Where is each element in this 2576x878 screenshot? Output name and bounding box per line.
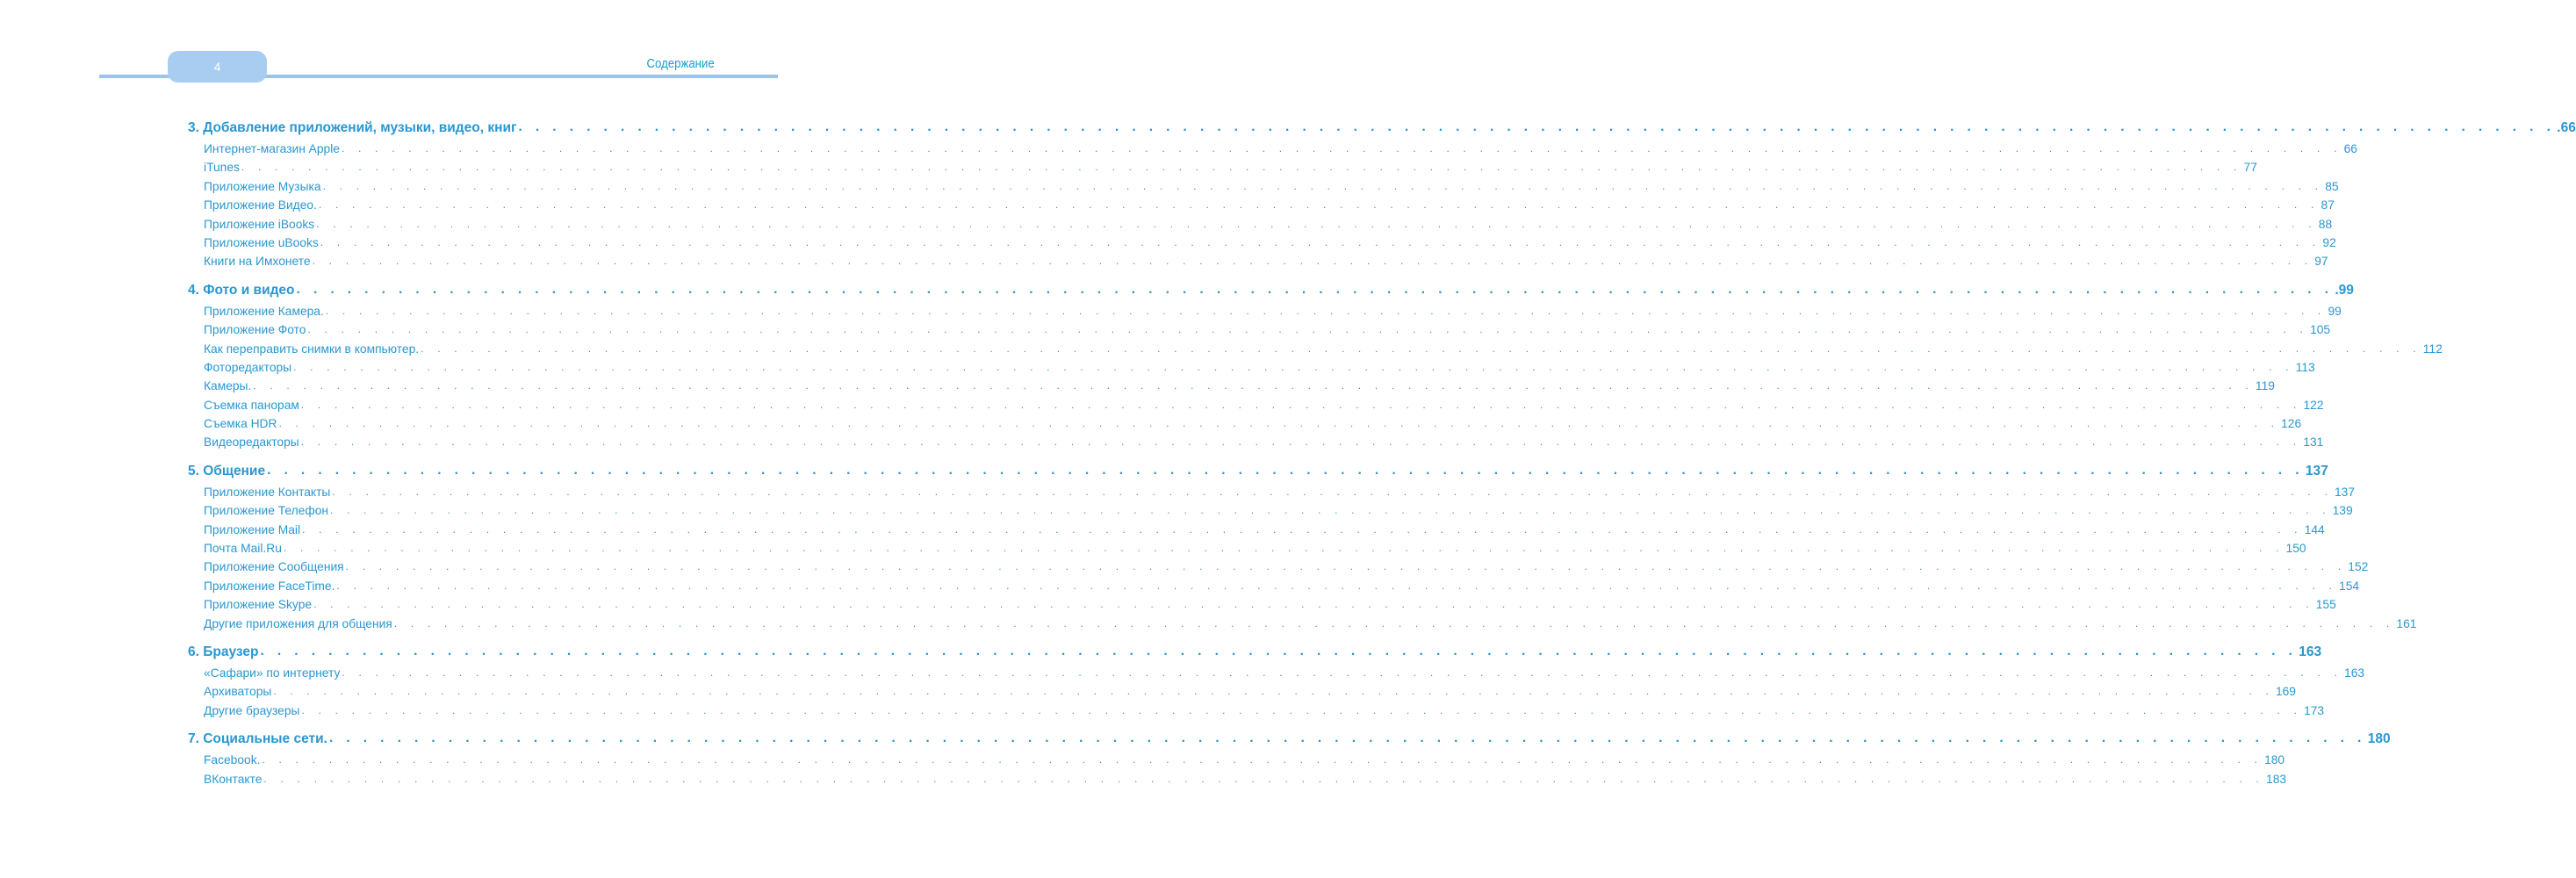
item-title: ВКонтакте (204, 770, 262, 788)
chapter-title: 4. Фото и видео (188, 279, 295, 302)
dot-leader: . . . . . . . . . . . . . . . . . . . . . . . . . . . . . . . . . . . . . . . . . . . . . . . . . . . . . . . . . . . . . . . . . . . . . . . . . . . . . . . . . . . . . . . . . . . . . . . . . . . . . . . . . . . . . . . . . . . . . . . . (322, 179, 2324, 192)
item-title: Видеоредакторы (204, 433, 299, 451)
dot-leader: . . . . . . . . . . . . . . . . . . . . . . . . . . . . . . . . . . . . . . . . . . . . . . . . . . . . . . . . . . . . . . . . . . . . . . . . . . . . . . . . . . . . . . . . . . . . . . . . . . . . . . . . . . . . . . . . . . . . . . . . (330, 504, 2331, 517)
chapter-page-number: 163 (2299, 641, 2321, 664)
item-page-number: 180 (2264, 751, 2285, 769)
item-title: Приложение FaceTime. (204, 577, 335, 595)
item-page-number: 97 (2314, 252, 2328, 270)
dot-leader: . . . . . . . . . . . . . . . . . . . . . . . . . . . . . . . . . . . . . . . . . . . . . . . . . . . . . . . . . . . . . . . . . . . . . . . . . . . . . . . . . . . . . . . . . . . . . . . . . . . . . . . . . . . . . . . . . . . . . . . . (342, 666, 2343, 679)
page-number: 4 (213, 60, 221, 74)
dot-leader: . . . . . . . . . . . . . . . . . . . . . . . . . . . . . . . . . . . . . . . . . . . . . . . . . . . . . . . . . . . . . . . . . . . . . . . . . . . . . . . . . . . . . . . . . . . . . . . . . . . . . . . . . . . . . . . . . . . . . . . . (307, 323, 2309, 336)
toc-chapter-heading[interactable] (188, 460, 2328, 483)
dot-leader: . . . . . . . . . . . . . . . . . . . . . . . . . . . . . . . . . . . . . . . . . . . . . . . . . . . . . . . . . . . . . . . . . . . . . . . . . . . . . . . . . . . . . . . . . . . . . . . . . . . . . . . . . . . . . . . . . . . . . . . . (253, 379, 2254, 392)
item-title: Камеры. (204, 377, 251, 395)
item-page-number: 88 (2319, 215, 2332, 234)
item-page-number: 183 (2266, 770, 2286, 788)
toc-item[interactable] (188, 501, 2353, 520)
dot-leader: . . . . . . . . . . . . . . . . . . . . . . . . . . . . . . . . . . . . . . . . . . . . . . . . . . . . . . . . . . . . . . . . . . . . . . . . . . . . . . . . . . . . . . . . . . . . . . . . . . . . . . . . . . . . . . . . . . . . . . . . (345, 560, 2347, 573)
dot-leader: . . . . . . . . . . . . . . . . . . . . . . . . . . . . . . . . . . . . . . . . . . . . . . . . . . . . . . . . . . . . . . . . . . . . . . . . . . . . . . . . . . . . . . . . . . . . . . . . . . . . . . . . . . . . . . . . . . . . . . . . (328, 730, 2366, 746)
toc-item[interactable] (188, 140, 2357, 158)
toc-chapter-heading[interactable] (188, 117, 2576, 140)
item-title: Facebook. (204, 751, 260, 769)
item-title: Съемка панорам (204, 396, 299, 414)
item-page-number: 131 (2303, 433, 2323, 451)
item-title: Приложение Mail (204, 521, 300, 539)
item-title: Почта Mail.Ru (204, 539, 282, 558)
toc-item[interactable] (188, 340, 2443, 358)
item-page-number: 126 (2281, 414, 2301, 433)
toc-item[interactable] (188, 302, 2342, 320)
item-page-number: 144 (2305, 521, 2325, 539)
dot-leader: . . . . . . . . . . . . . . . . . . . . . . . . . . . . . . . . . . . . . . . . . . . . . . . . . . . . . . . . . . . . . . . . . . . . . . . . . . . . . . . . . . . . . . . . . . . . . . . . . . . . . . . . . . . . . . . . . . . . . . . . (293, 360, 2294, 373)
item-title: Приложение Skype (204, 595, 312, 614)
item-page-number: 122 (2303, 396, 2323, 414)
dot-leader: . . . . . . . . . . . . . . . . . . . . . . . . . . . . . . . . . . . . . . . . . . . . . . . . . . . . . . . . . . . . . . . . . . . . . . . . . . . . . . . . . . . . . . . . . . . . . . . . . . . . . . . . . . . . . . . . . . . . . . . . (393, 616, 2395, 630)
dot-leader: . . . . . . . . . . . . . . . . . . . . . . . . . . . . . . . . . . . . . . . . . . . . . . . . . . . . . . . . . . . . . . . . . . . . . . . . . . . . . . . . . . . . . . . . . . . . . . . . . . . . . . . . . . . . . . . . . . . . . . . . (296, 281, 2334, 297)
toc-item[interactable] (188, 615, 2417, 633)
chapter-title: 7. Социальные сети. (188, 728, 327, 751)
toc-chapter-heading[interactable] (188, 641, 2322, 664)
toc-chapter (188, 279, 2443, 452)
section-title: Содержание (646, 56, 715, 71)
toc-item[interactable] (188, 664, 2365, 682)
item-page-number: 87 (2321, 196, 2335, 214)
item-title: Съемка HDR (204, 414, 277, 433)
dot-leader: . . . . . . . . . . . . . . . . . . . . . . . . . . . . . . . . . . . . . . . . . . . . . . . . . . . . . . . . . . . . . . . . . . . . . . . . . . . . . . . . . . . . . . . . . . . . . . . . . . . . . . . . . . . . . . . . . . . . . . . . (283, 542, 2285, 555)
item-page-number: 173 (2304, 702, 2324, 720)
toc-item[interactable] (188, 320, 2331, 339)
dot-leader: . . . . . . . . . . . . . . . . . . . . . . . . . . . . . . . . . . . . . . . . . . . . . . . . . . . . . . . . . . . . . . . . . . . . . . . . . . . . . . . . . . . . . . . . . . . . . . . . . . . . . . . . . . . . . . . . . . . . . . . . (313, 598, 2314, 611)
toc-chapter (188, 641, 2365, 720)
toc-item[interactable] (188, 521, 2325, 539)
toc-chapter-heading[interactable] (188, 728, 2391, 751)
chapter-page-number: .99 (2335, 279, 2354, 302)
toc-item[interactable] (188, 702, 2325, 720)
toc-item[interactable] (188, 770, 2287, 788)
toc-item[interactable] (188, 234, 2336, 252)
dot-leader: . . . . . . . . . . . . . . . . . . . . . . . . . . . . . . . . . . . . . . . . . . . . . . . . . . . . . . . . . . . . . . . . . . . . . . . . . . . . . . . . . . . . . . . . . . . . . . . . . . . . . . . . . . . . . . . . . . . . . . . . (267, 462, 2304, 478)
toc-chapter-heading[interactable] (188, 279, 2354, 302)
item-page-number: 105 (2310, 320, 2330, 339)
item-page-number: 163 (2344, 664, 2364, 682)
dot-leader: . . . . . . . . . . . . . . . . . . . . . . . . . . . . . . . . . . . . . . . . . . . . . . . . . . . . . . . . . . . . . . . . . . . . . . . . . . . . . . . . . . . . . . . . . . . . . . . . . . . . . . . . . . . . . . . . . . . . . . . . (341, 142, 2342, 155)
toc-item[interactable] (188, 577, 2360, 595)
toc-item[interactable] (188, 158, 2257, 176)
chapter-page-number: 180 (2368, 728, 2391, 751)
toc-item[interactable] (188, 177, 2339, 196)
item-page-number: 137 (2335, 483, 2355, 501)
toc-item[interactable] (188, 558, 2369, 576)
page-number-tab (168, 51, 267, 83)
item-page-number: 92 (2322, 234, 2335, 252)
dot-leader: . . . . . . . . . . . . . . . . . . . . . . . . . . . . . . . . . . . . . . . . . . . . . . . . . . . . . . . . . . . . . . . . . . . . . . . . . . . . . . . . . . . . . . . . . . . . . . . . . . . . . . . . . . . . . . . . . . . . . . . . (300, 398, 2302, 411)
dot-leader: . . . . . . . . . . . . . . . . . . . . . . . . . . . . . . . . . . . . . . . . . . . . . . . . . . . . . . . . . . . . . . . . . . . . . . . . . . . . . . . . . . . . . . . . . . . . . . . . . . . . . . . . . . . . . . . . . . . . . . . . (316, 217, 2317, 230)
item-title: Приложение Контакты (204, 483, 330, 501)
toc-item[interactable] (188, 433, 2324, 451)
chapter-page-number: .66 (2557, 117, 2576, 140)
dot-leader: . . . . . . . . . . . . . . . . . . . . . . . . . . . . . . . . . . . . . . . . . . . . . . . . . . . . . . . . . . . . . . . . . . . . . . . . . . . . . . . . . . . . . . . . . . . . . . . . . . . . . . . . . . . . . . . . . . . . . . . . (302, 522, 2303, 536)
item-page-number: 119 (2256, 377, 2275, 395)
item-title: Фоторедакторы (204, 358, 291, 377)
item-title: Приложение uBooks (204, 234, 319, 252)
item-title: Приложение Телефон (204, 501, 328, 520)
item-title: Как переправить снимки в компьютер. (204, 340, 419, 358)
toc-chapter (188, 728, 2391, 788)
dot-leader: . . . . . . . . . . . . . . . . . . . . . . . . . . . . . . . . . . . . . . . . . . . . . . . . . . . . . . . . . . . . . . . . . . . . . . . . . . . . . . . . . . . . . . . . . . . . . . . . . . . . . . . . . . . . . . . . . . . . . . . . (320, 235, 2321, 248)
toc-item[interactable] (188, 682, 2296, 701)
item-page-number: 66 (2344, 140, 2357, 158)
item-page-number: 150 (2286, 539, 2306, 558)
item-title: Книги на Имхонете (204, 252, 311, 270)
dot-leader: . . . . . . . . . . . . . . . . . . . . . . . . . . . . . . . . . . . . . . . . . . . . . . . . . . . . . . . . . . . . . . . . . . . . . . . . . . . . . . . . . . . . . . . . . . . . . . . . . . . . . . . . . . . . . . . . . . . . . . . . (263, 772, 2265, 785)
item-page-number: 113 (2296, 358, 2315, 377)
dot-leader: . . . . . . . . . . . . . . . . . . . . . . . . . . . . . . . . . . . . . . . . . . . . . . . . . . . . . . . . . . . . . . . . . . . . . . . . . . . . . . . . . . . . . . . . . . . . . . . . . . . . . . . . . . . . . . . . . . . . . . . . (518, 119, 2556, 134)
item-page-number: 77 (2244, 158, 2257, 176)
item-title: Приложение Сообщения (204, 558, 344, 576)
chapter-title: 5. Общение (188, 460, 265, 483)
dot-leader: . . . . . . . . . . . . . . . . . . . . . . . . . . . . . . . . . . . . . . . . . . . . . . . . . . . . . . . . . . . . . . . . . . . . . . . . . . . . . . . . . . . . . . . . . . . . . . . . . . . . . . . . . . . . . . . . . . . . . . . . (300, 435, 2302, 449)
chapter-title: 6. Браузер (188, 641, 258, 664)
dot-leader: . . . . . . . . . . . . . . . . . . . . . . . . . . . . . . . . . . . . . . . . . . . . . . . . . . . . . . . . . . . . . . . . . . . . . . . . . . . . . . . . . . . . . . . . . . . . . . . . . . . . . . . . . . . . . . . . . . . . . . . . (312, 255, 2313, 268)
toc-item[interactable] (188, 483, 2356, 501)
item-title: «Сафари» по интернету (204, 664, 340, 682)
dot-leader: . . . . . . . . . . . . . . . . . . . . . . . . . . . . . . . . . . . . . . . . . . . . . . . . . . . . . . . . . . . . . . . . . . . . . . . . . . . . . . . . . . . . . . . . . . . . . . . . . . . . . . . . . . . . . . . . . . . . . . . . (301, 703, 2303, 716)
toc-item[interactable] (188, 196, 2335, 214)
dot-leader: . . . . . . . . . . . . . . . . . . . . . . . . . . . . . . . . . . . . . . . . . . . . . . . . . . . . . . . . . . . . . . . . . . . . . . . . . . . . . . . . . . . . . . . . . . . . . . . . . . . . . . . . . . . . . . . . . . . . . . . . (421, 342, 2421, 355)
table-of-contents (188, 117, 2576, 796)
chapter-page-number: 137 (2306, 460, 2328, 483)
item-title: Приложение Видео. (204, 196, 317, 214)
item-title: Приложение Музыка (204, 177, 321, 196)
item-title: Другие браузеры (204, 702, 299, 720)
item-page-number: 169 (2276, 682, 2296, 701)
item-page-number: 155 (2316, 595, 2336, 614)
dot-leader: . . . . . . . . . . . . . . . . . . . . . . . . . . . . . . . . . . . . . . . . . . . . . . . . . . . . . . . . . . . . . . . . . . . . . . . . . . . . . . . . . . . . . . . . . . . . . . . . . . . . . . . . . . . . . . . . . . . . . . . . (260, 643, 2298, 658)
item-page-number: 85 (2325, 177, 2338, 196)
toc-item[interactable] (188, 539, 2306, 558)
item-title: Архиваторы (204, 682, 271, 701)
toc-chapter (188, 117, 2576, 271)
item-title: Другие приложения для общения (204, 615, 392, 633)
item-title: Приложение iBooks (204, 215, 314, 234)
item-title: iTunes (204, 158, 240, 176)
toc-chapter (188, 460, 2417, 633)
item-title: Приложение Камера. (204, 302, 324, 320)
item-title: Интернет-магазин Apple (204, 140, 340, 158)
dot-leader: . . . . . . . . . . . . . . . . . . . . . . . . . . . . . . . . . . . . . . . . . . . . . . . . . . . . . . . . . . . . . . . . . . . . . . . . . . . . . . . . . . . . . . . . . . . . . . . . . . . . . . . . . . . . . . . . . . . . . . . . (318, 198, 2320, 212)
toc-item[interactable] (188, 751, 2285, 769)
toc-item[interactable] (188, 358, 2315, 377)
dot-leader: . . . . . . . . . . . . . . . . . . . . . . . . . . . . . . . . . . . . . . . . . . . . . . . . . . . . . . . . . . . . . . . . . . . . . . . . . . . . . . . . . . . . . . . . . . . . . . . . . . . . . . . . . . . . . . . . . . . . . . . . (273, 685, 2274, 698)
toc-item[interactable] (188, 396, 2324, 414)
toc-item[interactable] (188, 215, 2333, 234)
item-page-number: 154 (2339, 577, 2359, 595)
dot-leader: . . . . . . . . . . . . . . . . . . . . . . . . . . . . . . . . . . . . . . . . . . . . . . . . . . . . . . . . . . . . . . . . . . . . . . . . . . . . . . . . . . . . . . . . . . . . . . . . . . . . . . . . . . . . . . . . . . . . . . . . (241, 161, 2242, 174)
toc-item[interactable] (188, 377, 2275, 395)
toc-item[interactable] (188, 252, 2328, 270)
dot-leader: . . . . . . . . . . . . . . . . . . . . . . . . . . . . . . . . . . . . . . . . . . . . . . . . . . . . . . . . . . . . . . . . . . . . . . . . . . . . . . . . . . . . . . . . . . . . . . . . . . . . . . . . . . . . . . . . . . . . . . . . (262, 753, 2263, 766)
dot-leader: . . . . . . . . . . . . . . . . . . . . . . . . . . . . . . . . . . . . . . . . . . . . . . . . . . . . . . . . . . . . . . . . . . . . . . . . . . . . . . . . . . . . . . . . . . . . . . . . . . . . . . . . . . . . . . . . . . . . . . . . (332, 485, 2333, 498)
item-page-number: 152 (2348, 558, 2368, 576)
toc-item[interactable] (188, 414, 2302, 433)
item-page-number: 161 (2396, 615, 2416, 633)
item-page-number: 112 (2423, 340, 2443, 358)
item-page-number: 139 (2333, 501, 2353, 520)
item-page-number: 99 (2328, 302, 2341, 320)
item-title: Приложение Фото (204, 320, 306, 339)
dot-leader: . . . . . . . . . . . . . . . . . . . . . . . . . . . . . . . . . . . . . . . . . . . . . . . . . . . . . . . . . . . . . . . . . . . . . . . . . . . . . . . . . . . . . . . . . . . . . . . . . . . . . . . . . . . . . . . . . . . . . . . . (325, 304, 2327, 317)
toc-item[interactable] (188, 595, 2336, 614)
chapter-title: 3. Добавление приложений, музыки, видео, книг (188, 117, 516, 140)
dot-leader: . . . . . . . . . . . . . . . . . . . . . . . . . . . . . . . . . . . . . . . . . . . . . . . . . . . . . . . . . . . . . . . . . . . . . . . . . . . . . . . . . . . . . . . . . . . . . . . . . . . . . . . . . . . . . . . . . . . . . . . . (278, 417, 2280, 430)
dot-leader: . . . . . . . . . . . . . . . . . . . . . . . . . . . . . . . . . . . . . . . . . . . . . . . . . . . . . . . . . . . . . . . . . . . . . . . . . . . . . . . . . . . . . . . . . . . . . . . . . . . . . . . . . . . . . . . . . . . . . . . . (336, 579, 2338, 592)
